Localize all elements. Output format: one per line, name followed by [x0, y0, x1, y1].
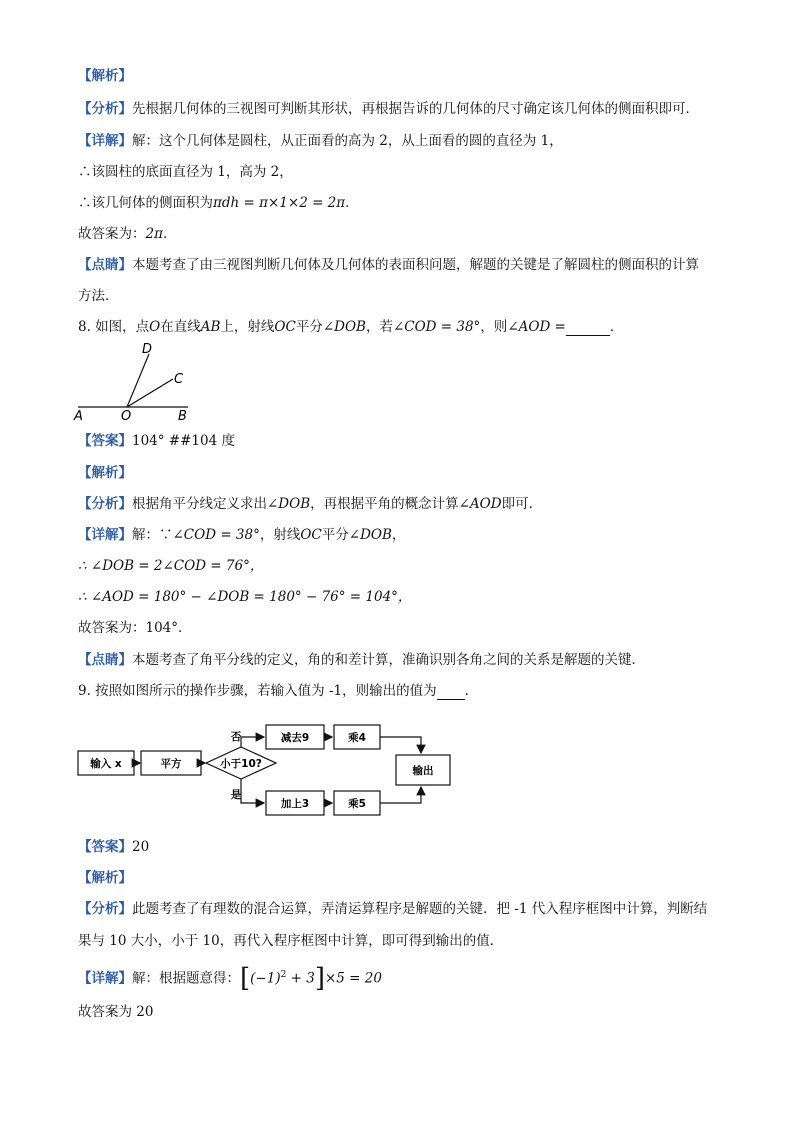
q8-xiangjie [78, 526, 405, 544]
q8-dianjing-text: 本题考查了角平分线的定义，角的和差计算，准确识别各角之间的关系是解题的关键． [132, 652, 645, 668]
q9-formula-inner: (−1) [250, 970, 281, 987]
q9-fenxi-cont: 果与 10 大小，小于 10，再代入程序框图中计算，即可得到输出的值． [78, 933, 504, 949]
q8-stem-f: ，则 [480, 319, 508, 335]
q9-stem-text: 9. 按照如图所示的操作步骤，若输入值为 -1，则输出的值为 [78, 683, 437, 699]
q8-answer-text: 104° ##104 度 [132, 433, 235, 449]
q8-xiangjie-a: 解：∵ [132, 527, 173, 543]
point-o-label: O [121, 409, 132, 424]
q8-answer-line: 故答案为：104°． [78, 620, 192, 636]
flow-output-label: 输出 [412, 765, 434, 777]
flow-arrow-6 [380, 787, 421, 803]
q8-stem-g: ． [609, 319, 624, 335]
q7-fenxi-tag: 【分析】 [78, 101, 132, 117]
q7-step-3 [78, 194, 359, 212]
q8-fenxi-c: 即可． [501, 496, 543, 512]
q8-fenxi-b: ，再根据平角的概念计算 [310, 496, 459, 512]
flow-no-arrow [241, 737, 264, 747]
q8-stem-o: O [149, 319, 161, 335]
q9-answer-blank [437, 685, 465, 700]
q7-answer-value: 2π [145, 226, 163, 242]
q7-answer-line [78, 225, 176, 243]
flow-yes-arrow [241, 779, 264, 803]
q9-fenxi [78, 900, 707, 918]
point-a-label: A [74, 409, 83, 424]
q8-stem-ab: AB [200, 319, 221, 335]
q8-dianjing [78, 651, 645, 669]
q7-step-2: ∴该圆柱的底面直径为 1，高为 2， [78, 164, 293, 180]
q8-stem-oc: OC [274, 319, 296, 335]
flow-yes-label: 是 [230, 789, 242, 801]
q9-fenxi-tag: 【分析】 [78, 901, 132, 917]
q8-stem-dob: ∠DOB [322, 319, 366, 335]
q7-step-3-text: ∴该几何体的侧面积为 [78, 195, 213, 211]
q8-stem-b: 在直线 [160, 319, 201, 335]
q9-answer [78, 838, 149, 856]
q8-xiangjie-d: ， [391, 527, 406, 543]
q7-answer-end: ． [162, 226, 177, 242]
q7-dianjing [78, 256, 699, 274]
ray-oc [127, 379, 173, 407]
q8-stem-d: 平分 [295, 319, 323, 335]
q8-xiangjie-tag: 【详解】 [78, 527, 132, 543]
flow-input-label: 输入 x [90, 758, 122, 770]
q9-answer-line: 故答案为 20 [78, 1004, 154, 1020]
flow-mul5-label: 乘5 [348, 798, 366, 810]
q9-answer-tag: 【答案】 [78, 839, 132, 855]
q9-answer-text: 20 [132, 839, 150, 855]
q8-xiangjie-cod: ∠COD = 38° [172, 527, 260, 543]
flow-square-label: 平方 [160, 758, 182, 770]
left-bracket: [ [240, 963, 251, 994]
q8-step-2-text: ∴ ∠DOB = 2∠COD = 76°， [78, 558, 264, 574]
q8-answer [78, 432, 235, 450]
q8-fenxi [78, 495, 542, 513]
q8-stem-aod: ∠AOD = [507, 319, 566, 335]
point-d-label: D [142, 342, 153, 357]
q8-stem [78, 318, 623, 336]
q7-xiangjie-tag: 【详解】 [78, 133, 132, 149]
q8-step-3 [78, 588, 411, 606]
q8-fenxi-aod: ∠AOD [458, 496, 502, 512]
point-c-label: C [174, 372, 184, 387]
q8-xiangjie-b: ，射线 [259, 527, 301, 543]
q9-stem [78, 682, 478, 700]
q7-fenxi-text: 先根据几何体的三视图可判断其形状，再根据告诉的几何体的尺寸确定该几何体的侧面积即可． [132, 101, 699, 117]
q8-xiangjie-c: 平分 [321, 527, 349, 543]
q9-stem-end: ． [464, 683, 479, 699]
q9-jiexi-heading: 【解析】 [78, 870, 132, 886]
q8-stem-cod: ∠COD = 38° [392, 319, 481, 335]
q8-answer-blank [566, 321, 610, 336]
q7-dianjing-cont: 方法． [78, 288, 119, 304]
q7-fenxi [78, 100, 699, 118]
q9-formula-plus: + 3 [286, 970, 315, 987]
q8-dianjing-tag: 【点睛】 [78, 652, 132, 668]
q8-step-3-text: ∴ ∠AOD = 180° − ∠DOB = 180° − 76° = 104°， [78, 589, 412, 605]
q7-lateral-area-formula: πdh = π×1×2 = 2π [213, 195, 346, 211]
q8-stem-a: 8. 如图，点 [78, 319, 150, 335]
flow-arrow-4 [380, 737, 421, 753]
q7-dianjing-tag: 【点睛】 [78, 257, 132, 273]
q7-dianjing-text: 本题考查了由三视图判断几何体及几何体的表面积问题，解题的关键是了解圆柱的侧面积的计算 [132, 257, 699, 273]
q8-fenxi-a: 根据角平分线定义求出 [132, 496, 267, 512]
q8-xiangjie-dob: ∠DOB [348, 527, 392, 543]
q9-flowchart [76, 718, 456, 822]
point-b-label: B [178, 409, 187, 424]
right-bracket: ] [314, 963, 325, 994]
q8-stem-e: ，若 [365, 319, 393, 335]
q9-fenxi-text: 此题考查了有理数的混合运算，弄清运算程序是解题的关键．把 -1 代入程序框图中计算，判断结 [132, 901, 708, 917]
q8-xiangjie-oc: OC [300, 527, 322, 543]
q8-step-2 [78, 557, 263, 575]
q7-xiangjie [78, 132, 563, 150]
q8-stem-c: 上，射线 [220, 319, 275, 335]
q7-jiexi-heading: 【解析】 [78, 68, 132, 84]
q8-answer-tag: 【答案】 [78, 433, 132, 449]
flow-sub9-label: 减去9 [280, 732, 310, 744]
q7-step-3-end: ． [345, 195, 359, 211]
q8-angle-figure [70, 338, 200, 424]
flow-mul4-label: 乘4 [348, 732, 366, 744]
q9-xiangjie-tag: 【详解】 [78, 970, 132, 987]
q9-formula-tail: ×5 = 20 [324, 970, 382, 987]
ray-od [127, 354, 149, 407]
flow-add3-label: 加上3 [280, 798, 310, 810]
q9-xiangjie [78, 963, 382, 994]
q9-formula-exponent: 2 [280, 970, 287, 980]
q9-xiangjie-text: 解：根据题意得： [132, 970, 240, 987]
q8-jiexi-heading: 【解析】 [78, 465, 132, 481]
q7-answer-pre: 故答案为： [78, 226, 146, 242]
flow-decision-label: 小于10? [220, 758, 262, 770]
flow-no-label: 否 [230, 731, 242, 743]
q7-xiangjie-text: 解：这个几何体是圆柱，从正面看的高为 2，从上面看的圆的直径为 1， [132, 133, 563, 149]
q8-fenxi-dob: ∠DOB [267, 496, 311, 512]
q8-fenxi-tag: 【分析】 [78, 496, 132, 512]
